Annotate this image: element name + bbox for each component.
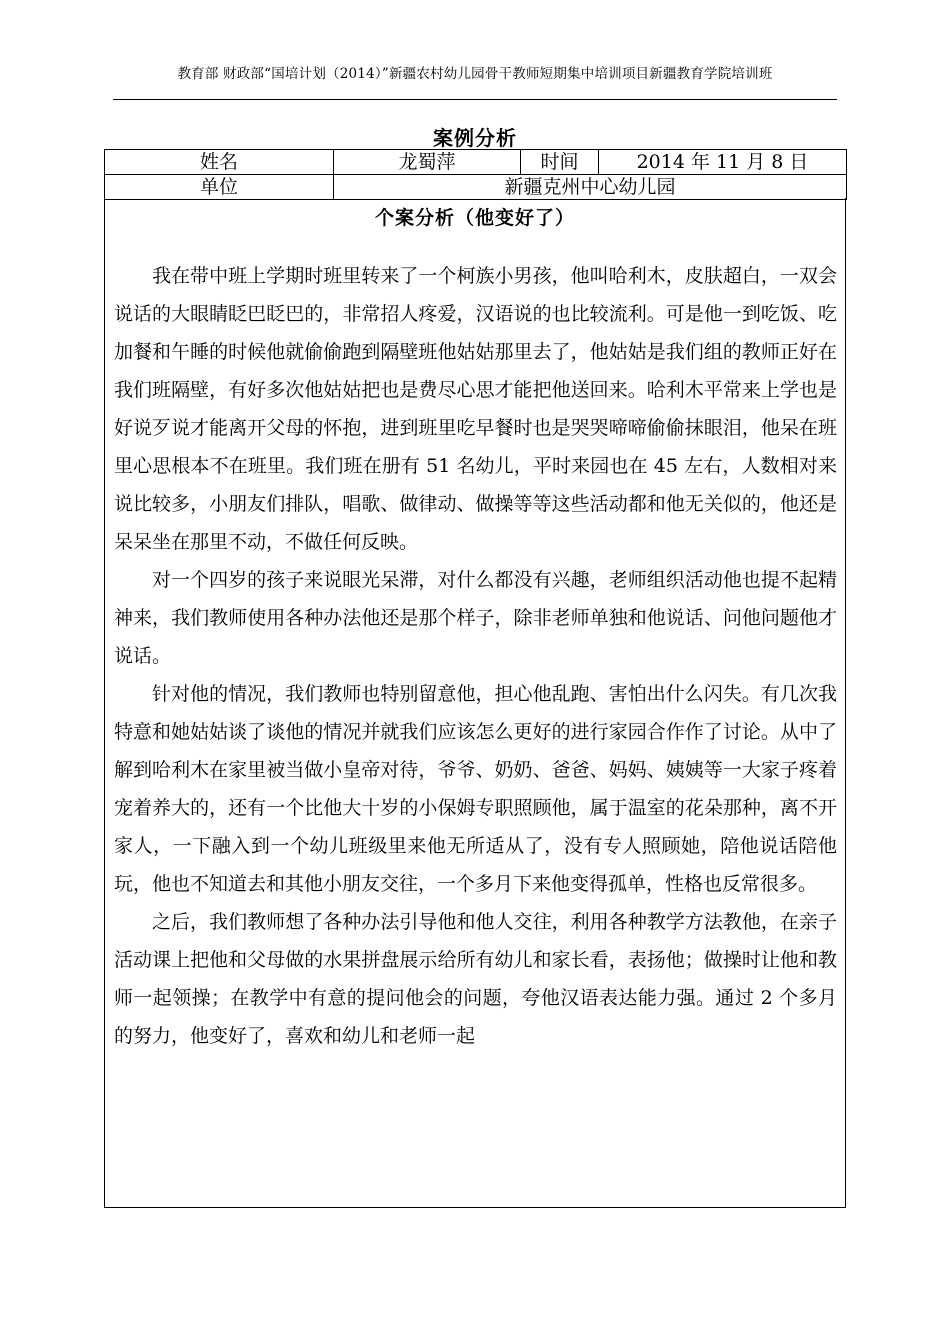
name-label: 姓名 xyxy=(105,150,334,175)
time-value: 2014 年 11 月 8 日 xyxy=(599,150,847,175)
unit-label: 单位 xyxy=(105,175,334,200)
paragraph: 针对他的情况，我们教师也特别留意他，担心他乱跑、害怕出什么闪失。有几次我特意和她姑姑谈了谈他的情况并就我们应该怎么更好的进行家园合作作了讨论。从中了解到哈利木在家里被当做小皇帝对待，爷爷、奶奶、爸爸、妈妈、姨姨等一大家子疼着宠着养大的，还有一个比他大十岁的小保姆专职照顾他，属于温室的花朵那种，离不开家人，一下融入到一个幼儿班级里来他无所适从了，没有专人照顾她，陪他说话陪他玩，他也不知道去和其他小朋友交往，一个多月下来他变得孤单，性格也反常很多。 xyxy=(114,683,837,895)
unit-value: 新疆克州中心幼儿园 xyxy=(334,175,847,200)
paragraph: 对一个四岁的孩子来说眼光呆滞，对什么都没有兴趣，老师组织活动他也提不起精神来，我们教师使用各种办法他还是那个样子，除非老师单独和他说话、问他问题他才说话。 xyxy=(114,569,837,667)
paragraph: 之后，我们教师想了各种办法引导他和他人交往，利用各种教学方法教他，在亲子活动课上把他和父母做的水果拼盘展示给所有幼儿和家长看，表扬他；做操时让他和教师一起领操；在教学中有意的提问他会的问题，夸他汉语表达能力强。通过 2 个多月的努力，他变好了，喜欢和幼儿和老师一起 xyxy=(114,911,837,1047)
info-row-unit xyxy=(105,175,847,200)
case-subtitle: 个案分析（他变好了） xyxy=(374,207,575,229)
name-value: 龙蜀萍 xyxy=(334,150,521,175)
info-table xyxy=(104,149,847,200)
header-divider xyxy=(113,99,837,100)
time-label: 时间 xyxy=(521,150,599,175)
case-content xyxy=(114,257,837,1055)
info-row-name-time xyxy=(105,150,847,175)
page-header: 教育部 财政部“国培计划（2014）”新疆农村幼儿园骨干教师短期集中培训项目新疆教育学院培训班 xyxy=(177,66,773,82)
document-title: 案例分析 xyxy=(433,126,517,150)
paragraph: 我在带中班上学期时班里转来了一个柯族小男孩，他叫哈利木，皮肤超白，一双会说话的大眼睛眨巴眨巴的，非常招人疼爱，汉语说的也比较流利。可是他一到吃饭、吃加餐和午睡的时候他就偷偷跑到隔壁班他姑姑那里去了，他姑姑是我们组的教师正好在我们班隔壁，有好多次他姑姑把也是费尽心思才能把他送回来。哈利木平常来上学也是好说歹说才能离开父母的怀抱，进到班里吃早餐时也是哭哭啼啼偷偷抹眼泪，他呆在班里心思根本不在班里。我们班在册有 51 名幼儿，平时来园也在 45 左右，人数相对来说比较多，小朋友们排队，唱歌、做律动、做操等等这些活动都和他无关似的，他还是呆呆坐在那里不动，不做任何反映。 xyxy=(114,265,837,553)
